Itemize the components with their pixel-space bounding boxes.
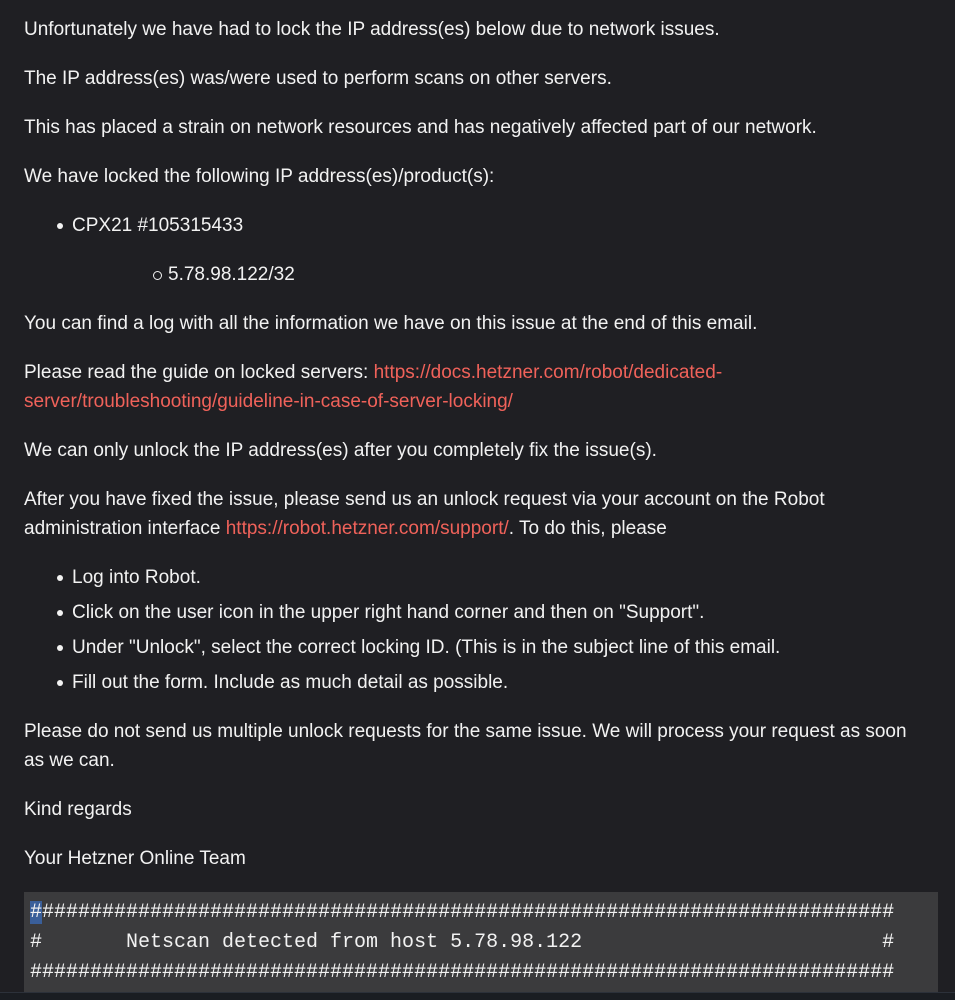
step-item: Click on the user icon in the upper right hand corner and then on "Support".: [24, 598, 939, 627]
paragraph-log-reference: You can find a log with all the information we have on this issue at the end of this email.: [24, 313, 758, 334]
window-bottom-edge: [0, 992, 955, 1000]
locked-ip-list: [72, 260, 939, 289]
list-item-product: [24, 211, 939, 289]
log-line-1: #######################################################################: [42, 901, 895, 924]
paragraph-locked-products-intro: We have locked the following IP address(es)/product(s):: [24, 166, 495, 187]
guide-intro-text: Please read the guide on locked servers:: [24, 362, 374, 383]
paragraph-lock-notice: Unfortunately we have had to lock the IP address(es) below due to network issues.: [24, 19, 720, 40]
paragraph-scan-usage: The IP address(es) was/were used to perform scans on other servers.: [24, 68, 612, 89]
step-item: Under "Unlock", select the correct locking ID. (This is in the subject line of this email.: [24, 633, 939, 662]
log-line-2: # Netscan detected from host 5.78.98.122 #: [30, 931, 895, 954]
selection-cursor: #: [30, 901, 43, 924]
product-id: CPX21 #105315433: [72, 215, 244, 236]
paragraph-network-strain: This has placed a strain on network resources and has negatively affected part of our network.: [24, 117, 817, 138]
paragraph-guide: [24, 358, 939, 416]
email-body: [24, 15, 939, 893]
locked-products-list: [24, 211, 939, 289]
netscan-log-block[interactable]: [24, 892, 938, 992]
step-item: Log into Robot.: [24, 563, 939, 592]
unlock-request-line2-tail: . To do this, please: [508, 518, 667, 539]
paragraph-unlock-condition: We can only unlock the IP address(es) after you completely fix the issue(s).: [24, 440, 657, 461]
paragraph-unlock-request: [24, 485, 939, 543]
no-multiple-requests-line1: Please do not send us multiple unlock requests for the same issue. We will process your request as soon: [24, 721, 907, 742]
step-item: Fill out the form. Include as much detail as possible.: [24, 668, 939, 697]
list-item-ip: [72, 260, 939, 289]
guide-link-line1: https://docs.hetzner.com/robot/dedicated-: [373, 362, 723, 383]
signature: Your Hetzner Online Team: [24, 848, 246, 869]
unlock-request-line1: After you have fixed the issue, please send us an unlock request via your account on the Robot: [24, 489, 825, 510]
log-line-3: ########################################################################: [30, 961, 895, 984]
robot-support-link[interactable]: https://robot.hetzner.com/support/: [225, 518, 509, 539]
paragraph-no-multiple-requests: [24, 717, 939, 775]
unlock-request-line2-text: administration interface: [24, 518, 226, 539]
unlock-steps-list: [24, 563, 939, 697]
closing-greeting: Kind regards: [24, 799, 132, 820]
ip-address: 5.78.98.122/32: [168, 264, 295, 285]
no-multiple-requests-line2: as we can.: [24, 750, 115, 771]
guide-link-line2: server/troubleshooting/guideline-in-case-of-server-locking/: [24, 391, 513, 412]
